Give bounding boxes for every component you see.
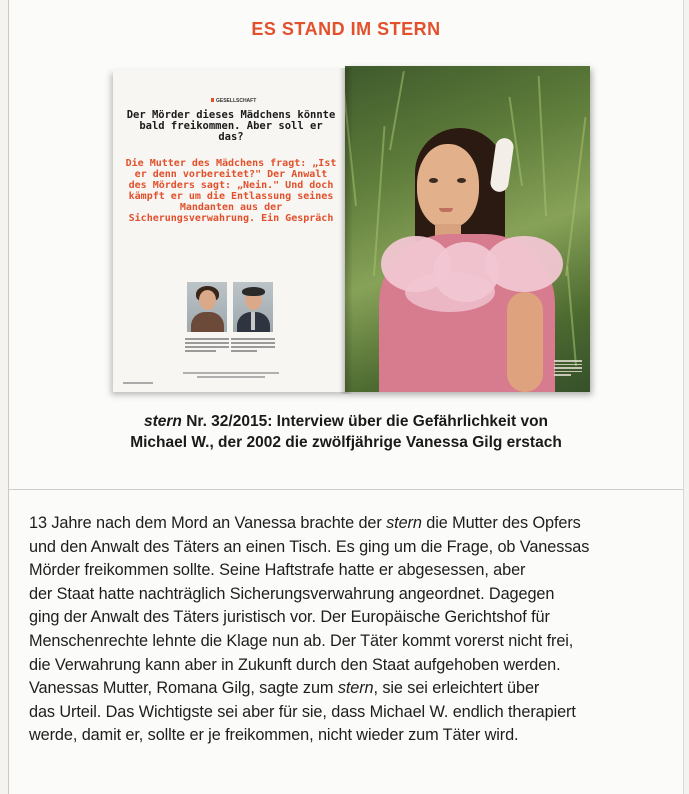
body-line: ging der Anwalt des Täters juristisch vor. Der Europäische Gerichtshof für bbox=[29, 608, 550, 627]
body-text-segment: 13 Jahre nach dem Mord an Vanessa brachte der bbox=[29, 514, 387, 532]
divider bbox=[9, 489, 683, 490]
body-line: werde, damit er, sollte er je freikommen, nicht wieder zum Täter wird. bbox=[29, 726, 519, 745]
caption-line-2: Michael W., der 2002 die zwölfjährige Vanessa Gilg erstach bbox=[130, 434, 562, 451]
body-line: Menschenrechte lehnte die Klage nun ab. Der Täter kommt vorerst nicht frei, bbox=[29, 631, 574, 650]
body-text-segment: Vanessas Mutter, Romana Gilg, sagte zum bbox=[29, 679, 338, 698]
caption-line-1: Nr. 32/2015: Interview über die Gefährlichkeit von bbox=[181, 413, 549, 430]
body-text-italic: stern bbox=[337, 679, 374, 698]
portrait-caption-lines bbox=[185, 336, 229, 354]
image-caption bbox=[9, 411, 683, 453]
lawyer-portrait bbox=[233, 282, 273, 332]
body-text-italic: stern bbox=[386, 514, 422, 532]
spread-standfirst: Die Mutter des Mädchens fragt: „Ist er denn vorbereitet?" Der Anwalt des Mörders sagt: „Nein." Und doch kämpft er um die Entlassung seines Mandanten aus der Sicherungsverwahrung. Ein Gespräch bbox=[125, 158, 337, 224]
body-text-segment: die Mutter des Opfers bbox=[421, 514, 581, 532]
article-body bbox=[29, 512, 683, 748]
portrait-caption-lines bbox=[231, 336, 275, 354]
body-line: Mörder freikommen sollte. Seine Haftstrafe hatte er abgesessen, aber bbox=[29, 561, 526, 580]
mother-portrait bbox=[187, 282, 227, 332]
clipping-page bbox=[8, 0, 684, 794]
spread-section-label: GESELLSCHAFT bbox=[211, 98, 256, 104]
spread-headline: Der Mörder dieses Mädchens könnte bald freikommen. Aber soll er das? bbox=[126, 109, 336, 143]
girl-photo bbox=[345, 66, 590, 392]
spread-credit-lines bbox=[183, 370, 279, 380]
kicker-heading: ES STAND IM STERN bbox=[251, 19, 441, 39]
body-line bbox=[29, 677, 683, 701]
caption-magazine-name: stern bbox=[143, 413, 182, 430]
body-line: und den Anwalt des Täters an einen Tisch. Es ging um die Frage, ob Vanessas bbox=[29, 537, 590, 556]
body-line: die Verwahrung kann aber in Zukunft durch den Staat aufgehoben werden. bbox=[29, 655, 561, 674]
body-line bbox=[29, 512, 683, 536]
body-line: der Staat hatte nachträglich Sicherungsverwahrung angeordnet. Dagegen bbox=[29, 584, 555, 603]
magazine-spread-image bbox=[113, 66, 593, 394]
spread-left-page bbox=[113, 70, 349, 392]
spread-spine bbox=[339, 68, 353, 394]
body-text-segment: , sie sei erleichtert über bbox=[373, 679, 540, 698]
body-line: das Urteil. Das Wichtigste sei aber für sie, dass Michael W. endlich therapiert bbox=[29, 702, 576, 721]
photo-caption-lines bbox=[554, 358, 582, 378]
spread-folio bbox=[123, 382, 153, 384]
